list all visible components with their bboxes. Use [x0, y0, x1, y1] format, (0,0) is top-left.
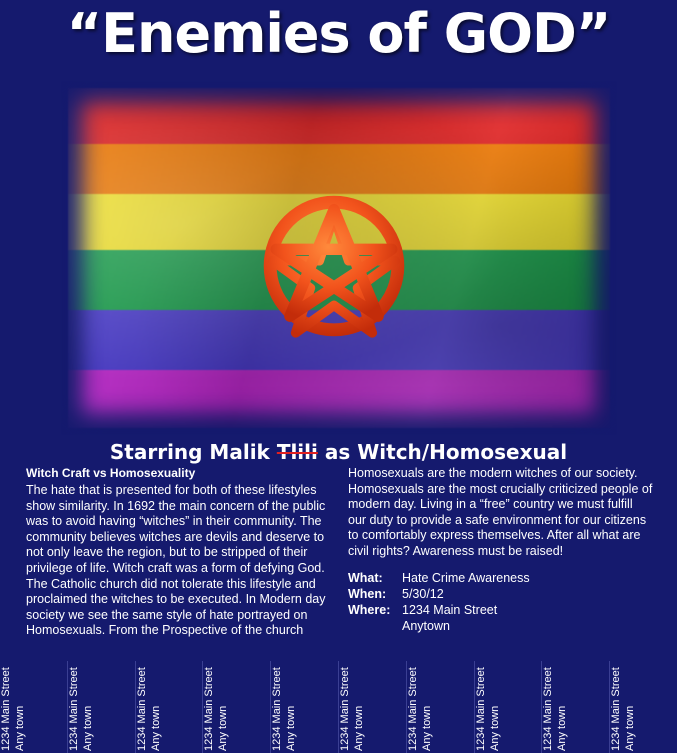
tear-off-tab-city: Any town	[149, 705, 162, 751]
tear-off-tab-address: 1234 Main Street	[0, 667, 12, 751]
pentagram-icon	[258, 190, 410, 342]
tear-off-tab[interactable]	[202, 661, 270, 753]
detail-value-where: 1234 Main Street	[402, 602, 498, 617]
tear-off-tab-address: 1234 Main Street	[406, 667, 419, 751]
left-column-body: The hate that is presented for both of these lifestyles show similarity. In 1692 the main concern of the public was to avoid having “witches” in their community. The community believes witches are devils and deserve to not only leave the region, but to be stripped of their privilege of life. Witch craft was a form of defying God. The Catholic church did not tolerate this lifestyle and proclaimed the witches to be executed. In Modern day society we see the same style of hate portrayed on Homosexuals. From the Prospective of the church	[26, 483, 326, 638]
tear-off-tab-city: Any town	[420, 705, 433, 751]
left-column-heading: Witch Craft vs Homosexuality	[26, 466, 196, 480]
starring-prefix: Starring Malik	[109, 440, 277, 464]
tear-off-tab[interactable]	[338, 661, 406, 753]
tear-off-tab-address: 1234 Main Street	[338, 667, 351, 751]
detail-value-when: 5/30/12	[402, 586, 444, 601]
tear-off-tab[interactable]	[406, 661, 474, 753]
tear-off-tab[interactable]	[67, 661, 135, 753]
tear-off-tab-strip	[0, 661, 677, 753]
detail-row-what	[348, 570, 654, 586]
detail-value-where-city: Anytown	[402, 618, 450, 633]
tear-off-tab-address: 1234 Main Street	[67, 667, 80, 751]
tear-off-tab-city: Any town	[352, 705, 365, 751]
tear-off-tab-city: Any town	[488, 705, 501, 751]
tear-off-tab-address: 1234 Main Street	[474, 667, 487, 751]
starring-struck-name: Tlili	[276, 440, 318, 464]
starring-line	[0, 440, 677, 464]
tear-off-tab-address: 1234 Main Street	[610, 667, 623, 751]
right-column-body: Homosexuals are the modern witches of our society. Homosexuals are the most crucially criticized people of modern day. Living in a “free” country we must fulfill our duty to provide a safe environment for our citizens to comfortably express themselves. After all what are civil rights? Awareness must be raised!	[348, 466, 653, 558]
detail-value-what: Hate Crime Awareness	[402, 570, 530, 585]
detail-row-where	[348, 602, 654, 618]
tear-off-tab-address: 1234 Main Street	[542, 667, 555, 751]
body-columns	[26, 466, 654, 639]
tear-off-tab-city: Any town	[285, 705, 298, 751]
detail-label-when: When:	[348, 586, 387, 601]
left-column	[26, 466, 332, 639]
tear-off-tab[interactable]	[609, 661, 677, 753]
tear-off-tab-city: Any town	[14, 705, 26, 751]
detail-label-what: What:	[348, 570, 383, 585]
detail-row-when	[348, 586, 654, 602]
tear-off-tab[interactable]	[474, 661, 542, 753]
page-title: “Enemies of GOD”	[66, 2, 611, 65]
tear-off-tab-address: 1234 Main Street	[135, 667, 148, 751]
event-details	[348, 570, 654, 634]
detail-label-where: Where:	[348, 602, 391, 617]
tear-off-tab-address: 1234 Main Street	[271, 667, 284, 751]
detail-row-where-city	[348, 618, 654, 634]
tear-off-tab-city: Any town	[556, 705, 569, 751]
starring-suffix: as Witch/Homosexual	[317, 440, 568, 464]
right-column	[348, 466, 654, 639]
tear-off-tab-city: Any town	[81, 705, 94, 751]
tear-off-tab[interactable]	[0, 661, 67, 753]
tear-off-tab[interactable]	[541, 661, 609, 753]
tear-off-tab[interactable]	[270, 661, 338, 753]
tear-off-tab[interactable]	[135, 661, 203, 753]
tear-off-tab-city: Any town	[624, 705, 637, 751]
tear-off-tab-address: 1234 Main Street	[203, 667, 216, 751]
tear-off-tab-city: Any town	[217, 705, 230, 751]
